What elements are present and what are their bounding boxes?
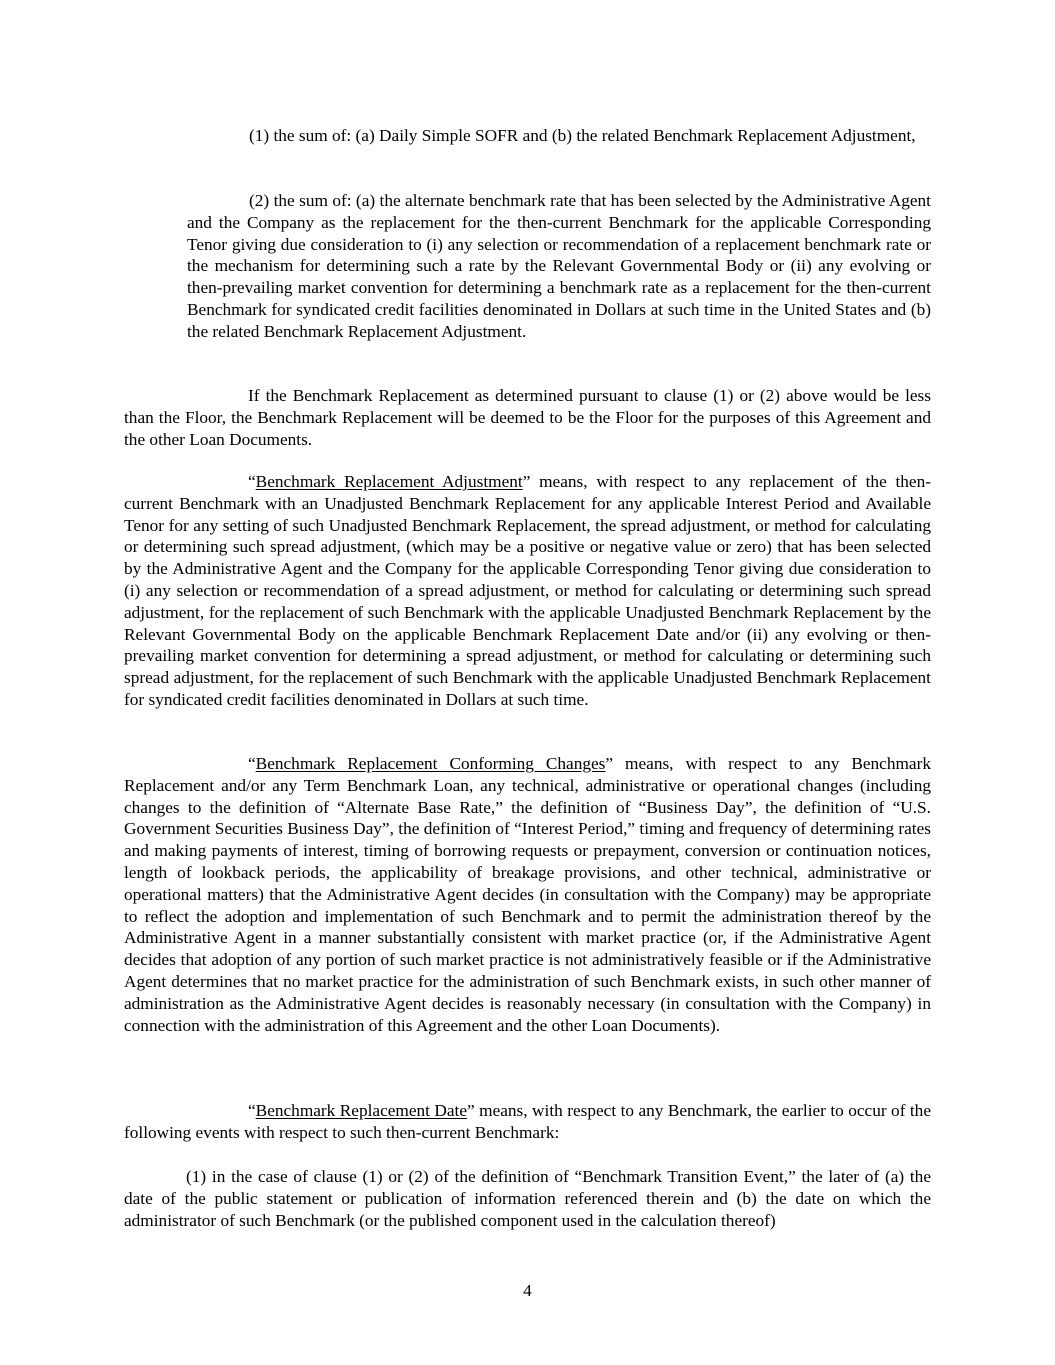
clause-1-paragraph: (1) the sum of: (a) Daily Simple SOFR and (b) the related Benchmark Replacement Adjustment,	[249, 126, 916, 145]
replacement-date-clause-1: (1) in the case of clause (1) or (2) of the definition of “Benchmark Transition Event,” the later of (a) the date of the public statement or publication of information referenced therein and (b) the date on which the administrator of such Benchmark (or the published component used in the calculation thereof)	[124, 1167, 931, 1230]
definition-body: ” means, with respect to any Benchmark Replacement and/or any Term Benchmark Loan, any technical, administrative or operational changes (including changes to the definition of “Alternate Base Rate,” the definition of “Business Day”, the definition of “U.S. Government Securities Business Day”, the definition of “Interest Period,” timing and frequency of determining rates and making payments of interest, timing of borrowing requests or prepayment, conversion or continuation notices, length of lookback periods, the applicability of breakage provisions, and other technical, administrative or operational matters) that the Administrative Agent decides (in consultation with the Company) may be appropriate to reflect the adoption and implementation of such Benchmark and to permit the administration thereof by the Administrative Agent in a manner substantially consistent with market practice (or, if the Administrative Agent decides that adoption of any portion of such market practice is not administratively feasible or if the Administrative Agent determines that no market practice for the administration of such Benchmark exists, in such other manner of administration as the Administrative Agent decides is reasonably necessary (in consultation with the Company) in connection with the administration of this Agreement and the other Loan Documents).	[124, 754, 931, 1035]
definition-body: ” means, with respect to any Benchmark, the earlier to occur of the following events with respect to such then-current Benchmark:	[124, 1101, 931, 1142]
definition-benchmark-replacement-date	[124, 1100, 931, 1144]
definition-benchmark-replacement-adjustment	[124, 471, 931, 711]
definition-benchmark-replacement-conforming-changes	[124, 753, 931, 1036]
definition-body: ” means, with respect to any replacement of the then-current Benchmark with an Unadjusted Benchmark Replacement for any applicable Interest Period and Available Tenor for any setting of such Unadjusted Benchmark Replacement, the spread adjustment, or method for calculating or determining such spread adjustment, (which may be a positive or negative value or zero) that has been selected by the Administrative Agent and the Company for the applicable Corresponding Tenor giving due consideration to (i) any selection or recommendation of a spread adjustment, or method for calculating or determining such spread adjustment, for the replacement of such Benchmark with the applicable Unadjusted Benchmark Replacement by the Relevant Governmental Body on the applicable Benchmark Replacement Date and/or (ii) any evolving or then-prevailing market convention for determining a spread adjustment, or method for calculating or determining such spread adjustment, for the replacement of such Benchmark with the applicable Unadjusted Benchmark Replacement for syndicated credit facilities denominated in Dollars at such time.	[124, 472, 931, 709]
open-quote: “	[248, 1101, 256, 1120]
clause-2-paragraph: (2) the sum of: (a) the alternate benchmark rate that has been selected by the Administrative Agent and the Company as the replacement for the then-current Benchmark for the applicable Corresponding Tenor giving due consideration to (i) any selection or recommendation of a replacement benchmark rate or the mechanism for determining such a rate by the Relevant Governmental Body or (ii) any evolving or then-prevailing market convention for determining a benchmark rate as a replacement for the then-current Benchmark for syndicated credit facilities denominated in Dollars at such time in the United States and (b) the related Benchmark Replacement Adjustment.	[187, 191, 931, 341]
defined-term: Benchmark Replacement Date	[255, 1101, 468, 1120]
open-quote: “	[248, 472, 256, 491]
defined-term: Benchmark Replacement Adjustment	[255, 472, 523, 491]
page-number: 4	[523, 1281, 532, 1300]
floor-paragraph: If the Benchmark Replacement as determined pursuant to clause (1) or (2) above would be less than the Floor, the Benchmark Replacement will be deemed to be the Floor for the purposes of this Agreement and the other Loan Documents.	[124, 386, 931, 449]
defined-term: Benchmark Replacement Conforming Changes	[255, 754, 606, 773]
open-quote: “	[248, 754, 256, 773]
